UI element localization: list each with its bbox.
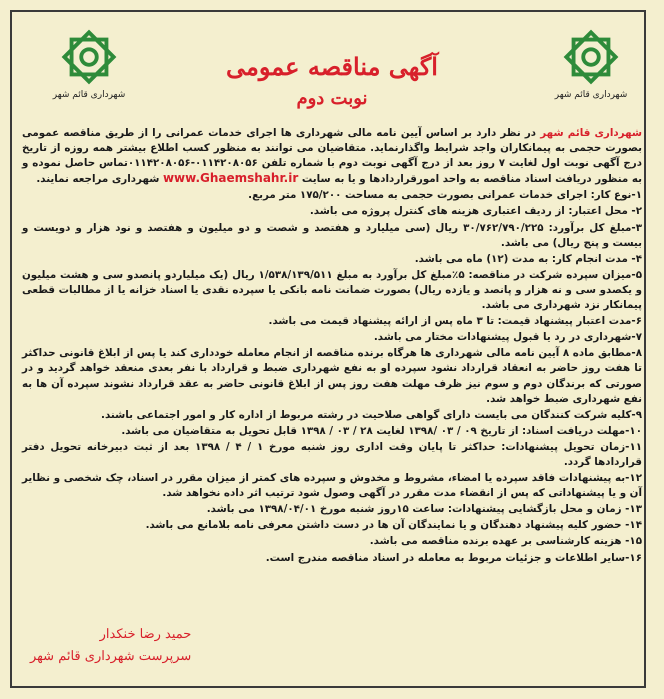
list-item: ۱۴- حضور کلیه پیشنهاد دهندگان و یا نمایندگان آن ها در دست داشتن معرفی نامه بلامانع می باشد. bbox=[145, 519, 642, 532]
list-item: ۷-شهرداری در رد یا قبول پیشنهادات مختار می باشد. bbox=[373, 331, 642, 344]
list-item: ۲- محل اعتبار: از ردیف اعتباری هزینه های کنترل پروژه می باشد. bbox=[309, 205, 642, 218]
list-item: ۹-کلیه شرکت کنندگان می بایست دارای گواهی صلاحیت در رشته مربوط از اداره کار و امور اجتماعی باشند. bbox=[101, 408, 642, 421]
list-item: ۱۶-سایر اطلاعات و جزئیات مربوط به معامله در اسناد مناقصه مندرج است. bbox=[265, 551, 642, 564]
list-item: ۴- مدت انجام کار: به مدت (۱۲) ماه می باشد. bbox=[414, 252, 642, 265]
intro-text: در نظر دارد بر اساس آیین نامه مالی شهرداری ها اجرای خدمات عمرانی را از طریق مناقصه عمومی بصورت حجمی به پیمانکاران واجد شرایط واگذارنماید. متقاضیان می توانند به منظور کسب اطلاع بیشتر همه روزه از تاریخ درج آگهی نوبت اول لغایت ۷ روز بعد از درج آگهی نوبت دوم با شماره تلفن ۰۱۱۴۲۰۸۰۵۶-۰۱۱۴۲۰۸۰۵۶تماس حاصل نموده و به منظور دریافت اسناد مناقصه به واحد امورقراردادها و یا به سایت bbox=[22, 127, 643, 186]
notice-body bbox=[22, 126, 642, 567]
logo-caption: شهرداری قائم شهر bbox=[52, 90, 126, 100]
logo-caption: شهرداری قائم شهر bbox=[554, 90, 628, 100]
list-item: ۶-مدت اعتبار پیشنهاد قیمت: تا ۳ ماه پس از ارائه پیشنهاد قیمت می باشد. bbox=[268, 315, 642, 328]
intro-text-end: شهرداری مراجعه نمایند. bbox=[36, 173, 163, 186]
list-item: ۱-نوع کار: اجرای خدمات عمرانی بصورت حجمی به مساحت ۱۷۵/۲۰۰ متر مربع. bbox=[248, 189, 642, 202]
org-name: شهرداری قائم شهر bbox=[540, 127, 642, 139]
list-item: ۸-مطابق ماده ۸ آیین نامه مالی شهرداری ها هرگاه برنده مناقصه از انجام معامله خودداری کند یا پس از ابلاغ قانونی حداکثر تا هفت روز حاضر به انعقاد قرارداد نشود سپرده او به نفع شهرداری ضبط و قرارداد با نفر بعدی منعقد خواهد گردید و در صورتی که برندگان دوم و سوم نیز ظرف مهلت هفت روز پس از ابلاغ قانونی حاضر به عقد قرارداد نشوند سپرده آن ها به نفع شهرداری ضبط خواهد شد. bbox=[22, 347, 643, 405]
signer-name: حمید رضا خنکدار bbox=[99, 627, 192, 642]
list-item: ۱۲-به پیشنهادات فاقد سپرده یا امضاء، مشروط و مخدوش و سپرده های کمتر از میزان مقرر در اسناد، چک شخصی و نظایر آن و یا پیشنهاداتی که پس از انقضاء مدت مقرر در آگهی وصول شود ترتیب اثر داده نخواهد شد. bbox=[22, 472, 642, 500]
website-link[interactable]: www.Ghaemshahr.ir bbox=[162, 171, 299, 186]
notice-subtitle: نوبت دوم bbox=[296, 88, 368, 109]
list-item: ۳-مبلغ کل برآورد: ۳۰/۷۶۲/۷۹۰/۲۲۵ ریال (سی میلیارد و هفتصد و شصت و دو میلیون و هفتصد و نود هزار و دویست و بیست و پنج ریال) می باشد. bbox=[22, 221, 642, 249]
signer-role: سرپرست شهرداری قائم شهر bbox=[30, 649, 192, 664]
intro-paragraph bbox=[22, 126, 642, 187]
list-item: ۱۳- زمان و محل بازگشایی پیشنهادات: ساعت ۱۵روز شنبه مورخ ۱۳۹۸/۰۴/۰۱ می باشد. bbox=[206, 503, 642, 516]
signature-block bbox=[30, 624, 191, 668]
list-item: ۱۵- هزینه کارشناسی بر عهده برنده مناقصه می باشد. bbox=[369, 535, 642, 548]
list-item: ۱۱-زمان تحویل پیشنهادات: حداکثر تا پایان وقت اداری روز شنبه مورخ ۱ / ۴ / ۱۳۹۸ بعد از ثبت دبیرخانه تحویل دفتر قراردادها گردد. bbox=[22, 440, 643, 468]
list-item: ۱۰-مهلت دریافت اسناد: از تاریخ ۰۹ / ۰۳ /۱۳۹۸ لغایت ۲۸ / ۰۳ / ۱۳۹۸ قابل تحویل به متقاضیان می باشد. bbox=[121, 424, 642, 437]
notice-title: آگهی مناقصه عمومی bbox=[226, 52, 438, 81]
list-item: ۵-میزان سپرده شرکت در مناقصه: ۵٪مبلغ کل برآورد به مبلغ ۱/۵۳۸/۱۳۹/۵۱۱ ریال (یک میلیاردو پانصدو سی و هشت میلیون و یکصدو سی و نه هزار و پانصد و یازده ریال) بصورت ضمانت نامه بانکی یا سپرده نقدی یا اسناد خزانه یا از مطالبات قطعی پیمانکار نزد شهرداری می باشد. bbox=[22, 268, 642, 312]
